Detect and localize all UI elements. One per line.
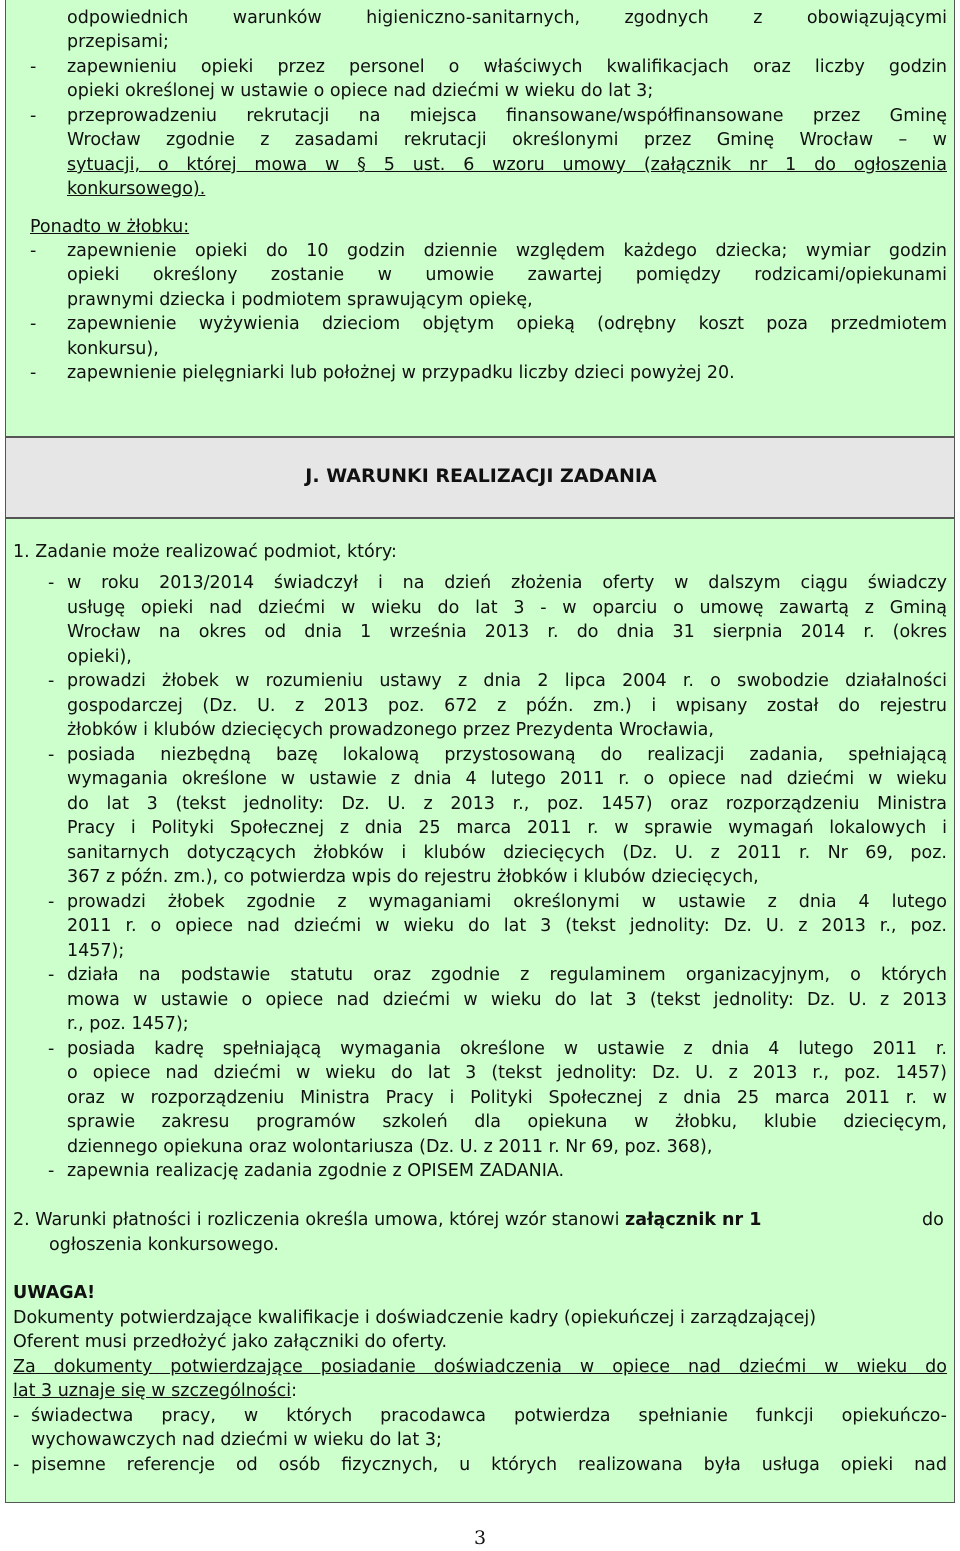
text-line: o opiece nad dziećmi w wieku do lat 3 (tekst jednolity: Dz. U. z 2013 r., poz. 1457) [67,1063,947,1083]
text-line [13,1379,297,1404]
text-line: Wrocław na okres od dnia 1 września 2013 r. do dnia 31 sierpnia 2014 r. (okres [67,622,947,642]
text-line: sanitarnych dotyczących żłobków i klubów dziecięcych (Dz. U. z 2011 r. Nr 69, poz. [67,843,947,863]
numbered-item [13,1208,761,1233]
text-line: konkursu), [67,339,159,359]
text-line: świadectwa pracy, w których pracodawca potwierdza spełnianie funkcji opiekuńczo- [31,1406,947,1426]
text-line: zapewnia realizację zadania zgodnie z OPISEM ZADANIA. [67,1161,565,1181]
text-line: 2011 r. o opiece nad dziećmi w wieku do lat 3 (tekst jednolity: Dz. U. z 2013 r., poz. [67,916,947,936]
list-dash: - [48,892,55,912]
text-line: sytuacji, o której mowa w § 5 ust. 6 wzoru umowy (załącznik nr 1 do ogłoszenia [67,155,947,175]
text-line: Dokumenty potwierdzające kwalifikacje i doświadczenie kadry (opiekuńczej i zarządzającej) [13,1308,817,1328]
text-line: Wrocław zgodnie z zasadami rekrutacji określonymi przez Gminę Wrocław – w [67,130,947,150]
colon: : [291,1381,298,1401]
text-line: w roku 2013/2014 świadczył i na dzień złożenia oferty w dalszym ciągu świadczy [67,573,947,593]
text-line: zapewnieniu opieki przez personel o właściwych kwalifikacjach oraz liczby godzin [67,57,947,77]
text-line: opieki określony zostanie w umowie zawartej pomiędzy rodzicami/opiekunami [67,265,947,285]
text-line: opieki), [67,647,132,667]
item2-text: 2. Warunki płatności i rozliczenia określa umowa, której wzór stanowi [13,1210,620,1230]
list-dash: - [30,106,37,126]
text-line: oraz w rozporządzeniu Ministra Pracy i Polityki Społecznej z dnia 25 marca 2011 r. w [67,1088,947,1108]
text-line: dziennego opiekuna oraz wolontariusza (Dz. U. z 2011 r. Nr 69, poz. 368), [67,1137,713,1157]
text-line: Oferent musi przedłożyć jako załączniki do oferty. [13,1332,448,1352]
text-line: przepisami; [67,32,169,52]
list-dash: - [48,1039,55,1059]
text-line: żłobków i klubów dziecięcych prowadzonego przez Prezydenta Wrocławia, [67,720,714,740]
text-line: prowadzi żłobek w rozumieniu ustawy z dnia 2 lipca 2004 r. o swobodzie działalności [67,671,947,691]
text-line: 367 z późn. zm.), co potwierdza wpis do rejestru żłobków i klubów dziecięcych, [67,867,759,887]
list-dash: - [13,1455,20,1475]
list-dash: - [48,573,55,593]
subheading: Ponadto w żłobku: [30,217,190,237]
text-line: wychowawczych nad dziećmi w wieku do lat 3; [31,1430,442,1450]
text-line: wymagania określone w ustawie z dnia 4 lutego 2011 r. o opiece nad dziećmi w wieku [67,769,947,789]
text-line: przeprowadzeniu rekrutacji na miejsca finansowane/współfinansowane przez Gminę [67,106,947,126]
list-dash: - [48,1161,55,1181]
text-line: odpowiednich warunków higieniczno-sanitarnych, zgodnych z obowiązującymi [67,8,947,28]
text-line: r., poz. 1457); [67,1014,189,1034]
text-line: posiada kadrę spełniającą wymagania określone w ustawie z dnia 4 lutego 2011 r. [67,1039,947,1059]
warning-label: UWAGA! [13,1283,96,1303]
list-dash: - [48,965,55,985]
list-dash: - [30,57,37,77]
text-line: sprawie zakresu programów szkoleń dla opiekuna w żłobku, klubie dziecięcym, [67,1112,947,1132]
text-line: pisemne referencje od osób fizycznych, u których realizowana była usługa opieki nad [31,1455,947,1475]
section-j-heading-box [5,437,955,518]
text-line: zapewnienie opieki do 10 godzin dziennie względem każdego dziecka; wymiar godzin [67,241,947,261]
text-line: Pracy i Polityki Społecznej z dnia 25 marca 2011 r. w sprawie wymagań lokalowych i [67,818,947,838]
list-dash: - [48,671,55,691]
text-line: konkursowego). [67,179,206,199]
text-line: opieki określonej w ustawie o opiece nad dziećmi w wieku do lat 3; [67,81,654,101]
list-dash: - [30,241,37,261]
item2-tail: do [922,1210,944,1230]
text-line: usługę opieki nad dziećmi w wieku do lat 3 - w oparciu o umowę zawartą z Gminą [67,598,947,618]
text-line: ogłoszenia konkursowego. [49,1235,279,1255]
text-line: prawnymi dziecka i podmiotem sprawującym opiekę, [67,290,533,310]
text-line: gospodarczej (Dz. U. z 2013 poz. 672 z późn. zm.) i wpisany został do rejestru [67,696,947,716]
list-dash: - [30,363,37,383]
list-dash: - [48,745,55,765]
text-line: mowa w ustawie o opiece nad dziećmi w wieku do lat 3 (tekst jednolity: Dz. U. z 2013 [67,990,947,1010]
page-number: 3 [473,1527,487,1549]
text-line: do lat 3 (tekst jednolity: Dz. U. z 2013 r., poz. 1457) oraz rozporządzeniu Ministra [67,794,947,814]
text-line: prowadzi żłobek zgodnie z wymaganiami określonymi w ustawie z dnia 4 lutego [67,892,947,912]
text-line: 1457); [67,941,125,961]
underlined-text: lat 3 uznaje się w szczególności [13,1381,292,1401]
text-line: zapewnienie wyżywienia dzieciom objętym opieką (odrębny koszt poza przedmiotem [67,314,947,334]
text-line: zapewnienie pielęgniarki lub położnej w przypadku liczby dzieci powyżej 20. [67,363,735,383]
list-dash: - [30,314,37,334]
item2-bold-text: załącznik nr 1 [625,1210,762,1230]
text-line: Za dokumenty potwierdzające posiadanie doświadczenia w opiece nad dziećmi w wieku do [13,1357,947,1377]
list-dash: - [13,1406,20,1426]
text-line: posiada niezbędną bazę lokalową przystosowaną do realizacji zadania, spełniającą [67,745,947,765]
numbered-item: 1. Zadanie może realizować podmiot, który: [13,542,397,562]
section-title: J. WARUNKI REALIZACJI ZADANIA [305,465,657,487]
text-line: działa na podstawie statutu oraz zgodnie z regulaminem organizacyjnym, o których [67,965,947,985]
